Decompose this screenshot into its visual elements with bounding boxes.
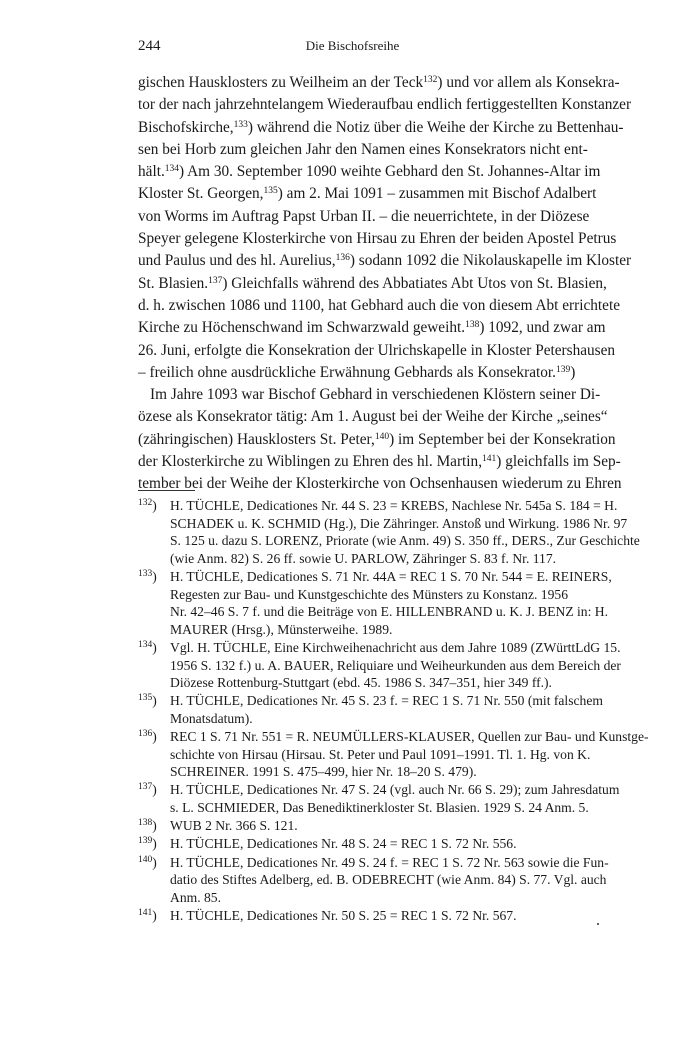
footnote-line: (wie Anm. 82) S. 26 ff. sowie U. PARLOW, Zähringer S. 83 f. Nr. 117. [170,550,557,566]
footnote [138,835,568,853]
body-line: St. Blasien.$^{137}$) Gleichfalls während des Abbatiates Abt Utos von St. Blasien, [138,274,607,292]
body-line: Im Jahre 1093 war Bischof Gebhard in verschiedenen Klöstern seiner Di- [150,386,601,404]
body-text [138,72,632,496]
running-title: Die Bischofsreihe [305,38,400,53]
body-line: tor der nach jahrzehntelangem Wiederaufbau endlich fertiggestellten Konstanzer [138,96,632,114]
footnote-number: $^{139}$) [138,836,157,852]
body-line: Speyer gelegene Klosterkirche von Hirsau zu Ehren der beiden Apostel Petrus [138,230,617,248]
body-line: der Klosterkirche zu Wiblingen zu Ehren des hl. Martin,$^{141}$) gleichfalls im Sep- [138,453,621,471]
page-number: 244 [138,38,161,54]
footnote-number: $^{135}$) [138,693,157,709]
footnote [138,497,640,567]
footnote-line: H. TÜCHLE, Dedicationes Nr. 49 S. 24 f. = REC 1 S. 72 Nr. 563 sowie die Fun- [170,854,609,870]
footnote-line: Anm. 85. [170,889,221,905]
body-line: d. h. zwischen 1086 und 1100, hat Gebhard auch die von diesem Abt errichtete [138,296,621,314]
footnote-number: $^{136}$) [138,729,157,745]
footnote-line: WUB 2 Nr. 366 S. 121. [170,818,298,834]
footnote-line: Regesten zur Bau- und Kunstgeschichte des Münsters zu Konstanz. 1956 [170,586,568,602]
footnote-line: MAURER (Hrsg.), Münsterweihe. 1989. [170,621,393,637]
footnote-number: $^{137}$) [138,782,157,798]
print-speck [597,923,599,925]
body-line: Kirche zu Höchenschwand im Schwarzwald geweiht.$^{138}$) 1092, und zwar am [138,319,606,337]
footnote [138,692,603,727]
footnote [138,854,609,907]
page-header [138,38,567,58]
footnote-line: H. TÜCHLE, Dedicationes S. 71 Nr. 44A = REC 1 S. 70 Nr. 544 = E. REINERS, [170,568,612,584]
body-line: und Paulus und des hl. Aurelius,$^{136}$) sodann 1092 die Nikolauskapelle im Kloster [138,252,632,270]
footnote-number: $^{141}$) [138,908,157,923]
body-line: Bischofskirche,$^{133}$) während die Notiz über die Weihe der Kirche zu Bettenhau- [138,118,624,136]
footnote-line: REC 1 S. 71 Nr. 551 = R. NEUMÜLLERS-KLAUSER, Quellen zur Bau- und Kunstge- [170,729,649,745]
footnote-line: H. TÜCHLE, Dedicationes Nr. 44 S. 23 = KREBS, Nachlese Nr. 545a S. 184 = H. [170,498,618,513]
footnote-number: $^{133}$) [138,568,157,584]
body-line: tember bei der Weihe der Klosterkirche von Ochsenhausen wiederum zu Ehren [138,475,622,493]
body-line: özese als Konsekrator tätig: Am 1. August bei der Weihe der Kirche „seines“ [138,408,608,426]
footnote [138,728,649,781]
body-line: sen bei Horb zum gleichen Jahr den Namen eines Konsekrators nicht ent- [138,140,588,158]
body-line: Kloster St. Georgen,$^{135}$) am 2. Mai 1091 – zusammen mit Bischof Adalbert [138,185,597,203]
footnotes [138,497,649,925]
footnote [138,568,612,638]
footnote-line: Vgl. H. TÜCHLE, Eine Kirchweihenachricht aus dem Jahre 1089 (ZWürttLdG 15. [170,639,621,655]
footnote-line: s. L. SCHMIEDER, Das Benediktinerkloster St. Blasien. 1929 S. 24 Anm. 5. [170,800,589,816]
body-line: von Worms im Auftrag Papst Urban II. – die neuerrichtete, in der Diözese [138,207,590,225]
body-line: hält.$^{134}$) Am 30. September 1090 weihte Gebhard den St. Johannes-Altar im [138,163,601,181]
footnote-line: schichte von Hirsau (Hirsau. St. Peter und Paul 1091–1991. Tl. 1. Hg. von K. [170,746,591,762]
footnote-number: $^{132}$) [138,498,157,513]
footnote-line: 1956 S. 132 f.) u. A. BAUER, Reliquiare und Weiheurkunden aus dem Bereich der [170,657,621,673]
footnote-line: Nr. 42–46 S. 7 f. und die Beiträge von E. HILLENBRAND u. K. J. BENZ in: H. [170,604,608,620]
body-line: (zähringischen) Hausklosters St. Peter,$^{140}$) im September bei der Konsekration [138,430,616,448]
footnote-line: H. TÜCHLE, Dedicationes Nr. 50 S. 25 = REC 1 S. 72 Nr. 567. [170,908,517,923]
footnote-line: H. TÜCHLE, Dedicationes Nr. 45 S. 23 f. = REC 1 S. 71 Nr. 550 (mit falschem [170,693,603,709]
footnote-line: H. TÜCHLE, Dedicationes Nr. 48 S. 24 = REC 1 S. 72 Nr. 556. [170,836,517,852]
footnote-line: Diözese Rottenburg-Stuttgart (ebd. 45. 1986 S. 347–351, hier 349 ff.). [170,675,552,691]
footnote [138,907,568,925]
footnote [138,817,568,835]
body-line: 26. Juni, erfolgte die Konsekration der Ulrichskapelle in Kloster Petershausen [138,341,616,359]
footnote-divider [138,490,195,491]
footnote-line: SCHREINER. 1991 S. 475–499, hier Nr. 18–20 S. 479). [170,764,477,780]
footnote-number: $^{140}$) [138,854,157,870]
footnote-line: Monatsdatum). [170,710,253,726]
footnote-number: $^{134}$) [138,639,157,655]
body-line: – freilich ohne ausdrückliche Erwähnung Gebhards als Konsekrator.$^{139}$) [138,363,576,381]
footnote [138,781,620,816]
footnote-line: SCHADEK u. K. SCHMID (Hg.), Die Zähringer. Anstoß und Wirkung. 1986 Nr. 97 [170,515,628,531]
footnote [138,639,621,692]
footnote-line: S. 125 u. dazu S. LORENZ, Priorate (wie Anm. 49) S. 350 ff., DERS., Zur Geschichte [170,533,640,549]
body-line: gischen Hausklosters zu Weilheim an der Teck$^{132}$) und vor allem als Konsekra- [138,74,620,91]
footnote-line: H. TÜCHLE, Dedicationes Nr. 47 S. 24 (vgl. auch Nr. 66 S. 29); zum Jahresdatum [170,782,620,798]
footnote-number: $^{138}$) [138,818,157,834]
footnote-line: datio des Stiftes Adelberg, ed. B. ODEBRECHT (wie Anm. 84) S. 77. Vgl. auch [170,872,607,888]
